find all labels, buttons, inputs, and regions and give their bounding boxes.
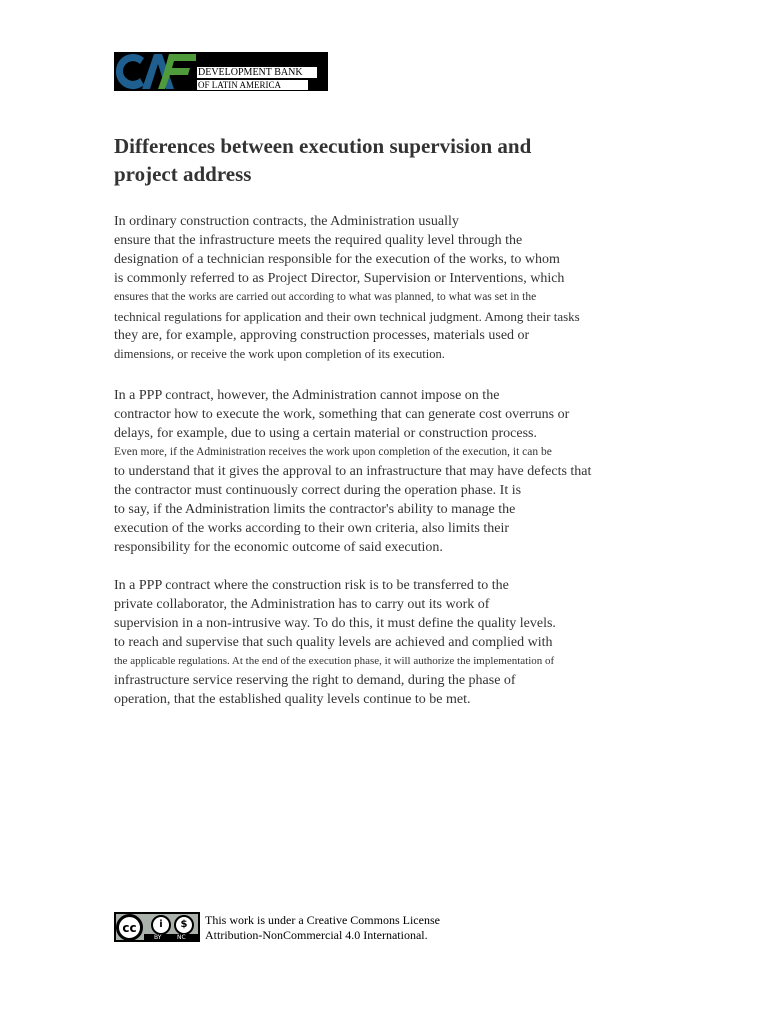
paragraph-line: operation, that the established quality levels continue to be met. bbox=[114, 692, 471, 707]
noncommercial-icon: $ bbox=[174, 915, 194, 935]
paragraph-line: to say, if the Administration limits the contractor's ability to manage the bbox=[114, 502, 516, 517]
paragraph-line: to understand that it gives the approval to an infrastructure that may have defects that bbox=[114, 464, 592, 479]
paragraph-line: supervision in a non-intrusive way. To do this, it must define the quality levels. bbox=[114, 616, 556, 631]
paragraph-line: the applicable regulations. At the end of the execution phase, it will authorize the implementation of bbox=[114, 655, 555, 667]
paragraph-line: they are, for example, approving construction processes, materials used or bbox=[114, 328, 530, 343]
license-line-2: Attribution-NonCommercial 4.0 International. bbox=[205, 928, 428, 942]
paragraph-line: is commonly referred to as Project Director, Supervision or Interventions, which bbox=[114, 271, 565, 286]
paragraph-line: In ordinary construction contracts, the Administration usually bbox=[114, 214, 459, 229]
paragraph-line: the contractor must continuously correct during the operation phase. It is bbox=[114, 483, 522, 498]
logo-line-2: OF LATIN AMERICA bbox=[197, 80, 308, 90]
paragraph-line: Even more, if the Administration receives the work upon completion of the execution, it can be bbox=[114, 446, 552, 458]
paragraph-line: technical regulations for application and their own technical judgment. Among their tasks bbox=[114, 309, 580, 324]
paragraph-line: ensures that the works are carried out according to what was planned, to what was set in the bbox=[114, 291, 537, 303]
paragraph-line: responsibility for the economic outcome of said execution. bbox=[114, 540, 443, 555]
paragraph-line: contractor how to execute the work, something that can generate cost overruns or bbox=[114, 407, 570, 422]
paragraph-line: dimensions, or receive the work upon completion of its execution. bbox=[114, 347, 445, 361]
license-text bbox=[205, 913, 505, 943]
paragraph-3 bbox=[114, 576, 654, 709]
caf-logo-mark bbox=[114, 52, 196, 91]
title-line-2: project address bbox=[114, 162, 252, 186]
paragraph-1 bbox=[114, 212, 654, 364]
paragraph-line: to reach and supervise that such quality levels are achieved and complied with bbox=[114, 635, 553, 650]
caf-logo bbox=[114, 52, 328, 91]
paragraph-line: infrastructure service reserving the right to demand, during the phase of bbox=[114, 673, 516, 688]
caf-logo-text bbox=[197, 52, 328, 91]
attribution-icon: i bbox=[151, 915, 171, 935]
cc-icon: cc bbox=[116, 914, 143, 941]
paragraph-line: designation of a technician responsible for the execution of the works, to whom bbox=[114, 252, 560, 267]
paragraph-line: execution of the works according to their own criteria, also limits their bbox=[114, 521, 509, 536]
page-title bbox=[114, 132, 634, 188]
cc-badge-strip bbox=[144, 934, 199, 941]
paragraph-line: private collaborator, the Administration has to carry out its work of bbox=[114, 597, 490, 612]
paragraph-line: In a PPP contract where the construction risk is to be transferred to the bbox=[114, 578, 509, 593]
cc-license-badge[interactable] bbox=[114, 912, 200, 942]
nc-label: NC bbox=[177, 934, 186, 941]
by-label: BY bbox=[154, 934, 162, 941]
paragraph-2 bbox=[114, 386, 654, 557]
paragraph-line: In a PPP contract, however, the Administration cannot impose on the bbox=[114, 388, 500, 403]
paragraph-line: ensure that the infrastructure meets the required quality level through the bbox=[114, 233, 523, 248]
license-line-1: This work is under a Creative Commons License bbox=[205, 913, 440, 927]
title-line-1: Differences between execution supervision and bbox=[114, 134, 532, 158]
paragraph-line: delays, for example, due to using a certain material or construction process. bbox=[114, 426, 537, 441]
logo-line-1: DEVELOPMENT BANK bbox=[197, 67, 317, 78]
